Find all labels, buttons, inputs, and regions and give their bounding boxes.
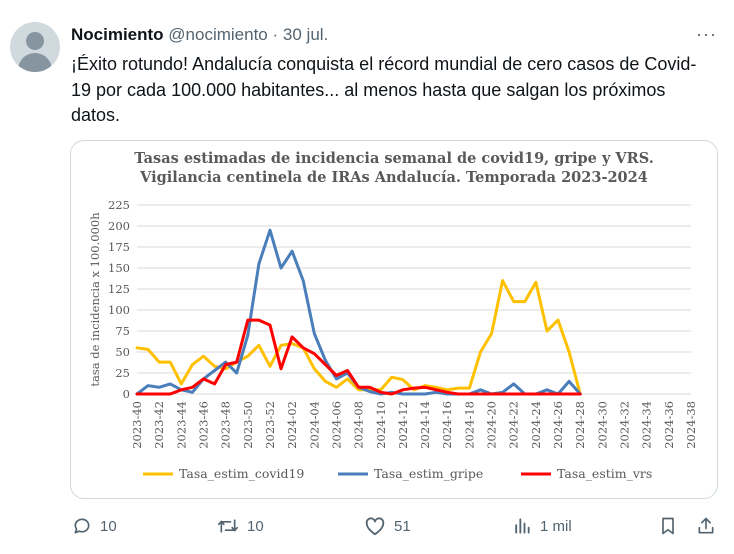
legend-label: Tasa_estim_covid19 bbox=[179, 466, 305, 481]
share-button[interactable] bbox=[696, 516, 716, 536]
views-button[interactable] bbox=[512, 516, 572, 536]
x-tick-label: 2024-14 bbox=[418, 401, 433, 449]
x-tick-label: 2024-34 bbox=[639, 401, 654, 449]
y-tick-label: 75 bbox=[115, 324, 130, 338]
reply-count: 10 bbox=[100, 517, 117, 535]
x-tick-label: 2024-10 bbox=[373, 401, 388, 449]
legend-label: Tasa_estim_gripe bbox=[374, 466, 484, 481]
x-tick-label: 2024-18 bbox=[462, 401, 477, 449]
legend-label: Tasa_estim_vrs bbox=[557, 466, 653, 481]
x-tick-label: 2023-44 bbox=[174, 401, 189, 449]
x-tick-label: 2024-28 bbox=[573, 401, 588, 449]
x-tick-label: 2024-32 bbox=[617, 401, 632, 449]
x-tick-label: 2023-46 bbox=[196, 401, 211, 449]
tweet-actions bbox=[0, 512, 734, 546]
bookmark-icon bbox=[658, 516, 678, 536]
x-tick-label: 2024-04 bbox=[307, 401, 322, 449]
y-tick-label: 0 bbox=[122, 387, 130, 401]
share-icon bbox=[696, 516, 716, 536]
author-handle[interactable]: @nocimiento bbox=[168, 25, 268, 44]
retweet-button[interactable] bbox=[217, 516, 264, 536]
x-tick-label: 2024-02 bbox=[285, 401, 300, 449]
x-tick-label: 2024-24 bbox=[528, 401, 543, 449]
more-icon[interactable]: ··· bbox=[696, 24, 717, 44]
incidence-chart bbox=[71, 141, 717, 498]
retweet-icon bbox=[217, 516, 239, 536]
x-tick-label: 2024-38 bbox=[684, 401, 698, 449]
x-tick-label: 2023-52 bbox=[262, 401, 277, 449]
tweet-date[interactable]: 30 jul. bbox=[282, 25, 329, 44]
y-axis-label: tasa de incidencia x 100.000h bbox=[88, 212, 102, 387]
author-name[interactable]: Nocimiento bbox=[71, 25, 164, 44]
reply-icon bbox=[72, 516, 92, 536]
y-tick-label: 225 bbox=[108, 198, 130, 212]
x-tick-label: 2023-50 bbox=[240, 401, 255, 449]
tweet-header bbox=[71, 25, 328, 45]
retweet-count: 10 bbox=[247, 517, 264, 535]
avatar-shoulders bbox=[18, 53, 52, 72]
bookmark-button[interactable] bbox=[658, 516, 678, 536]
x-tick-label: 2024-16 bbox=[440, 401, 455, 449]
series-line-tasa-estim-covid19 bbox=[137, 281, 580, 394]
views-count: 1 mil bbox=[540, 517, 572, 535]
like-button[interactable] bbox=[364, 516, 411, 536]
series-line-tasa-estim-gripe bbox=[137, 230, 580, 394]
y-tick-label: 200 bbox=[108, 219, 130, 233]
y-tick-label: 150 bbox=[108, 261, 130, 275]
views-icon bbox=[512, 516, 532, 536]
header-separator: · bbox=[272, 25, 279, 44]
x-tick-label: 2024-22 bbox=[506, 401, 521, 449]
y-tick-label: 175 bbox=[108, 240, 130, 254]
y-tick-label: 125 bbox=[108, 282, 130, 296]
y-tick-label: 25 bbox=[115, 366, 130, 380]
heart-icon bbox=[364, 516, 386, 536]
y-tick-label: 100 bbox=[108, 303, 130, 317]
avatar[interactable] bbox=[10, 22, 60, 72]
tweet-text: ¡Éxito rotundo! Andalucía conquista el récord mundial de cero casos de Covid-19 por cada 100.000 habitantes... al menos hasta que salgan los próximos datos. bbox=[71, 54, 697, 125]
avatar-head bbox=[26, 32, 44, 50]
chart-title-line-1: Tasas estimadas de incidencia semanal de covid19, gripe y VRS. bbox=[134, 150, 654, 167]
x-tick-label: 2024-12 bbox=[395, 401, 410, 449]
x-tick-label: 2023-42 bbox=[152, 401, 167, 449]
x-tick-label: 2023-40 bbox=[130, 401, 144, 449]
x-tick-label: 2024-06 bbox=[329, 401, 344, 449]
x-tick-label: 2023-48 bbox=[218, 401, 233, 449]
like-count: 51 bbox=[394, 517, 411, 535]
x-tick-label: 2024-26 bbox=[551, 401, 566, 449]
reply-button[interactable] bbox=[72, 516, 117, 536]
tweet-media-chart[interactable] bbox=[70, 140, 718, 499]
chart-title-line-2: Vigilancia centinela de IRAs Andalucía. Temporada 2023-2024 bbox=[140, 169, 648, 186]
x-tick-label: 2024-30 bbox=[595, 401, 610, 449]
x-tick-label: 2024-20 bbox=[484, 401, 499, 449]
x-tick-label: 2024-36 bbox=[661, 401, 676, 449]
x-tick-label: 2024-08 bbox=[351, 401, 366, 449]
y-tick-label: 50 bbox=[115, 345, 130, 359]
